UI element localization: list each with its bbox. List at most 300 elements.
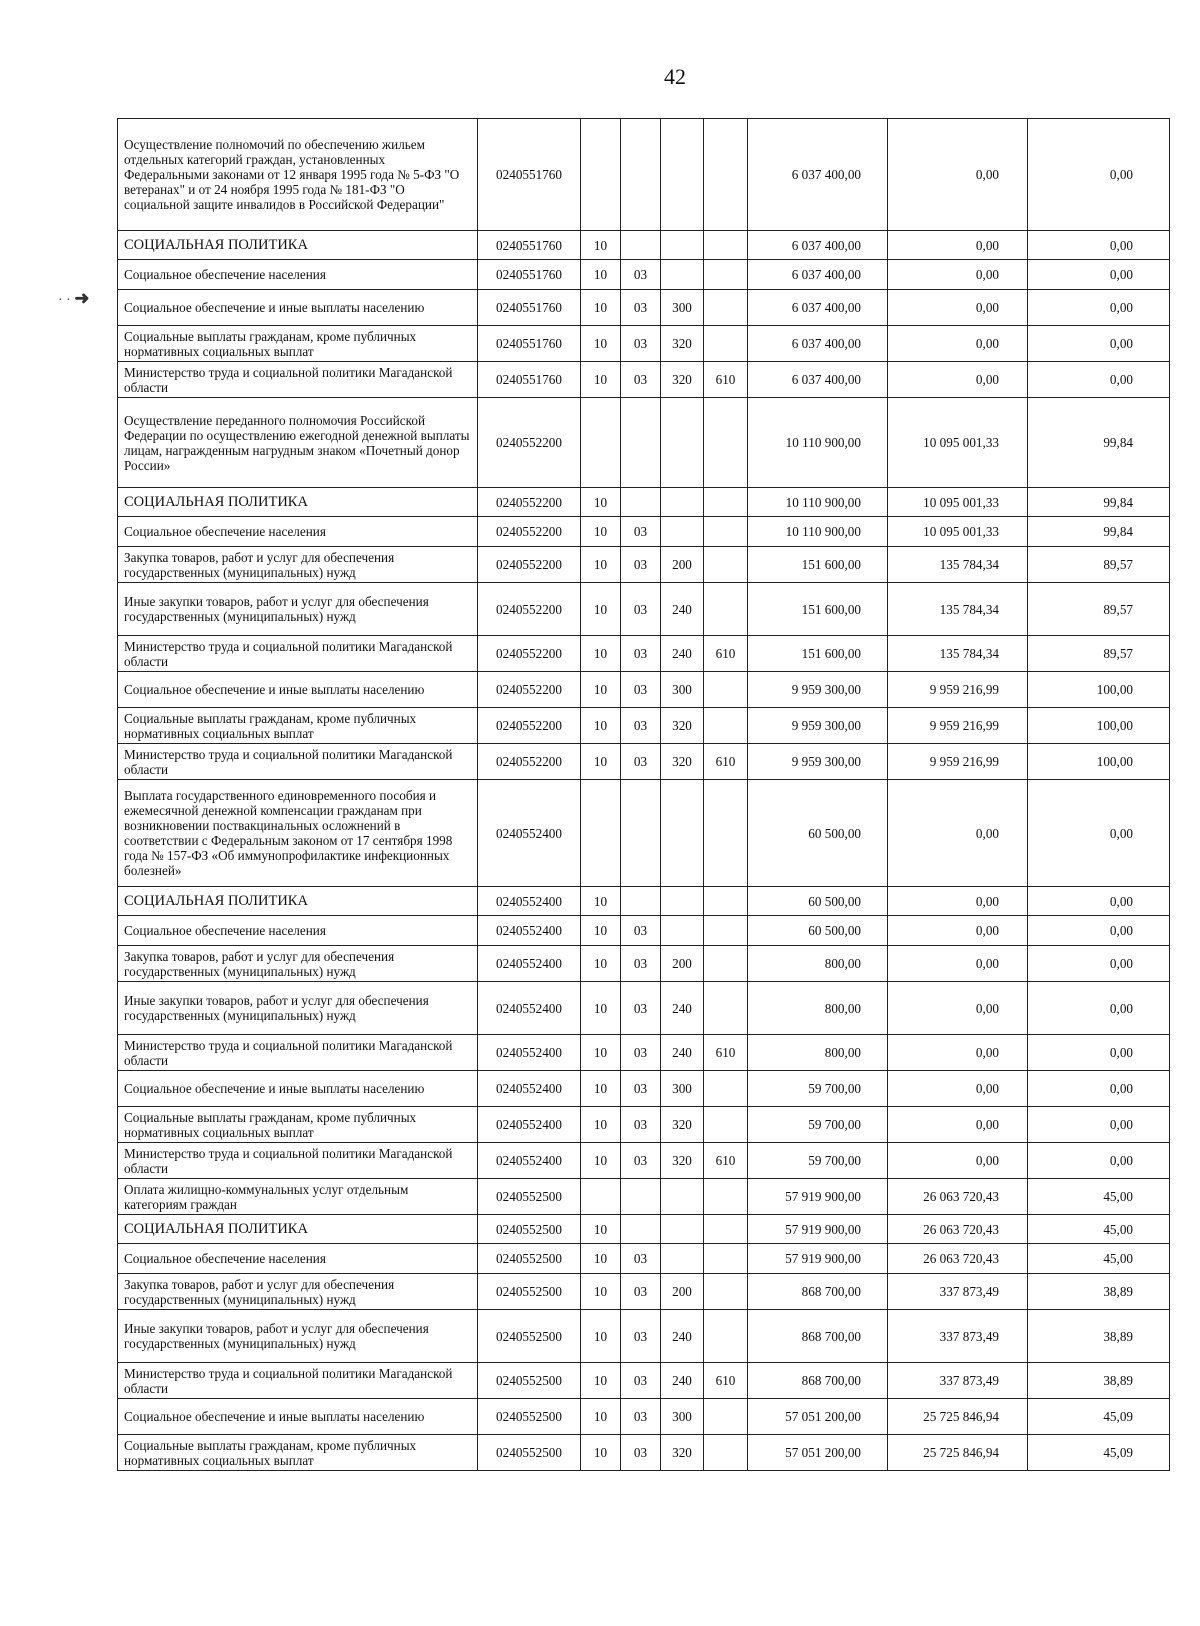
row-execution-percent: 0,00: [1028, 119, 1170, 231]
table-row: [118, 488, 1170, 517]
row-expense-type: [661, 398, 704, 488]
row-execution-percent: 0,00: [1028, 290, 1170, 326]
row-name: Закупка товаров, работ и услуг для обеспечения государственных (муниципальных) нужд: [118, 946, 478, 982]
row-administrator-code: [704, 916, 748, 946]
row-planned-amount: 59 700,00: [748, 1143, 888, 1179]
row-actual-amount: 0,00: [888, 916, 1028, 946]
row-name: Социальное обеспечение населения: [118, 260, 478, 290]
row-execution-percent: 45,00: [1028, 1244, 1170, 1274]
row-actual-amount: 25 725 846,94: [888, 1435, 1028, 1471]
row-planned-amount: 6 037 400,00: [748, 290, 888, 326]
row-expense-type: 320: [661, 362, 704, 398]
row-planned-amount: 800,00: [748, 1035, 888, 1071]
table-row: [118, 119, 1170, 231]
row-target-code: 0240552200: [478, 547, 581, 583]
row-target-code: 0240552400: [478, 982, 581, 1035]
row-section-code: [581, 119, 621, 231]
row-administrator-code: 610: [704, 1035, 748, 1071]
row-subsection-code: 03: [621, 547, 661, 583]
row-planned-amount: 59 700,00: [748, 1071, 888, 1107]
table-row: [118, 982, 1170, 1035]
row-execution-percent: 45,09: [1028, 1399, 1170, 1435]
row-name: Социальное обеспечение населения: [118, 517, 478, 547]
row-expense-type: 240: [661, 1363, 704, 1399]
row-administrator-code: [704, 231, 748, 260]
row-target-code: 0240552400: [478, 780, 581, 887]
row-name: СОЦИАЛЬНАЯ ПОЛИТИКА: [118, 231, 478, 260]
row-execution-percent: 38,89: [1028, 1310, 1170, 1363]
row-administrator-code: [704, 326, 748, 362]
row-section-code: 10: [581, 260, 621, 290]
row-subsection-code: 03: [621, 744, 661, 780]
row-section-code: 10: [581, 326, 621, 362]
row-name: Социальные выплаты гражданам, кроме публичных нормативных социальных выплат: [118, 326, 478, 362]
row-target-code: 0240552400: [478, 1035, 581, 1071]
row-expense-type: [661, 1179, 704, 1215]
table-row: [118, 946, 1170, 982]
table-row: [118, 583, 1170, 636]
row-subsection-code: [621, 398, 661, 488]
row-actual-amount: 0,00: [888, 946, 1028, 982]
row-administrator-code: [704, 1274, 748, 1310]
row-planned-amount: 6 037 400,00: [748, 260, 888, 290]
row-target-code: 0240551760: [478, 231, 581, 260]
row-expense-type: 320: [661, 1435, 704, 1471]
row-execution-percent: 0,00: [1028, 1035, 1170, 1071]
row-section-code: 10: [581, 887, 621, 916]
row-actual-amount: 26 063 720,43: [888, 1215, 1028, 1244]
row-target-code: 0240552500: [478, 1274, 581, 1310]
row-actual-amount: 0,00: [888, 1107, 1028, 1143]
row-planned-amount: 57 919 900,00: [748, 1244, 888, 1274]
row-target-code: 0240552200: [478, 488, 581, 517]
row-planned-amount: 868 700,00: [748, 1363, 888, 1399]
row-execution-percent: 38,89: [1028, 1363, 1170, 1399]
row-planned-amount: 151 600,00: [748, 583, 888, 636]
row-name: Оплата жилищно-коммунальных услуг отдельным категориям граждан: [118, 1179, 478, 1215]
table-row: [118, 517, 1170, 547]
row-actual-amount: 0,00: [888, 1071, 1028, 1107]
row-subsection-code: [621, 1215, 661, 1244]
row-name: Закупка товаров, работ и услуг для обеспечения государственных (муниципальных) нужд: [118, 547, 478, 583]
row-actual-amount: 25 725 846,94: [888, 1399, 1028, 1435]
table-row: [118, 260, 1170, 290]
row-subsection-code: 03: [621, 1071, 661, 1107]
row-subsection-code: 03: [621, 260, 661, 290]
table-row: [118, 1215, 1170, 1244]
row-execution-percent: 0,00: [1028, 1143, 1170, 1179]
row-target-code: 0240552500: [478, 1310, 581, 1363]
budget-execution-table: [117, 118, 1170, 1471]
row-expense-type: 320: [661, 744, 704, 780]
row-actual-amount: 0,00: [888, 982, 1028, 1035]
row-administrator-code: [704, 1435, 748, 1471]
row-section-code: 10: [581, 1035, 621, 1071]
row-section-code: 10: [581, 362, 621, 398]
row-subsection-code: [621, 1179, 661, 1215]
row-section-code: 10: [581, 1435, 621, 1471]
row-execution-percent: 45,09: [1028, 1435, 1170, 1471]
row-execution-percent: 0,00: [1028, 887, 1170, 916]
row-execution-percent: 100,00: [1028, 744, 1170, 780]
row-section-code: 10: [581, 1399, 621, 1435]
row-name: Выплата государственного единовременного пособия и ежемесячной денежной компенсации гражданам при возникновении поствакцинальных осложнений в соответствии с Федеральным законом от 17 сентября 1998 года № 157-ФЗ «Об иммунопрофилактике инфекционных болезней»: [118, 780, 478, 887]
row-section-code: [581, 780, 621, 887]
row-execution-percent: 89,57: [1028, 547, 1170, 583]
row-execution-percent: 0,00: [1028, 326, 1170, 362]
row-name: Социальное обеспечение и иные выплаты населению: [118, 1399, 478, 1435]
row-planned-amount: 57 051 200,00: [748, 1435, 888, 1471]
row-subsection-code: 03: [621, 1274, 661, 1310]
row-expense-type: 240: [661, 1310, 704, 1363]
row-execution-percent: 99,84: [1028, 398, 1170, 488]
table-row: [118, 1274, 1170, 1310]
row-administrator-code: 610: [704, 744, 748, 780]
row-name: Министерство труда и социальной политики Магаданской области: [118, 744, 478, 780]
row-planned-amount: 60 500,00: [748, 916, 888, 946]
row-planned-amount: 9 959 300,00: [748, 672, 888, 708]
row-name: Социальное обеспечение и иные выплаты населению: [118, 1071, 478, 1107]
row-execution-percent: 0,00: [1028, 362, 1170, 398]
row-actual-amount: 0,00: [888, 290, 1028, 326]
row-administrator-code: [704, 1179, 748, 1215]
row-planned-amount: 868 700,00: [748, 1310, 888, 1363]
table-row: [118, 1035, 1170, 1071]
row-expense-type: 320: [661, 1107, 704, 1143]
row-administrator-code: [704, 1107, 748, 1143]
row-subsection-code: 03: [621, 1107, 661, 1143]
row-section-code: 10: [581, 708, 621, 744]
row-section-code: 10: [581, 1143, 621, 1179]
row-actual-amount: 0,00: [888, 887, 1028, 916]
table-row: [118, 1310, 1170, 1363]
row-name: Министерство труда и социальной политики Магаданской области: [118, 362, 478, 398]
row-expense-type: 240: [661, 982, 704, 1035]
row-subsection-code: [621, 780, 661, 887]
row-expense-type: [661, 1215, 704, 1244]
row-actual-amount: 26 063 720,43: [888, 1244, 1028, 1274]
row-expense-type: [661, 780, 704, 887]
table-row: [118, 636, 1170, 672]
row-execution-percent: 99,84: [1028, 517, 1170, 547]
row-target-code: 0240552500: [478, 1363, 581, 1399]
row-section-code: 10: [581, 231, 621, 260]
row-execution-percent: 0,00: [1028, 946, 1170, 982]
row-planned-amount: 800,00: [748, 946, 888, 982]
row-execution-percent: 89,57: [1028, 583, 1170, 636]
table-row: [118, 1399, 1170, 1435]
row-administrator-code: [704, 1310, 748, 1363]
row-subsection-code: 03: [621, 362, 661, 398]
row-execution-percent: 0,00: [1028, 982, 1170, 1035]
margin-dots: · ·: [58, 293, 71, 308]
row-administrator-code: [704, 887, 748, 916]
row-section-code: 10: [581, 636, 621, 672]
row-name: Министерство труда и социальной политики Магаданской области: [118, 1035, 478, 1071]
row-name: Социальные выплаты гражданам, кроме публичных нормативных социальных выплат: [118, 708, 478, 744]
row-administrator-code: [704, 672, 748, 708]
row-name: Социальные выплаты гражданам, кроме публичных нормативных социальных выплат: [118, 1435, 478, 1471]
row-target-code: 0240551760: [478, 362, 581, 398]
row-target-code: 0240552200: [478, 517, 581, 547]
row-administrator-code: [704, 1215, 748, 1244]
row-subsection-code: 03: [621, 916, 661, 946]
row-actual-amount: 337 873,49: [888, 1274, 1028, 1310]
row-planned-amount: 10 110 900,00: [748, 488, 888, 517]
row-name: Иные закупки товаров, работ и услуг для обеспечения государственных (муниципальных) нужд: [118, 1310, 478, 1363]
row-execution-percent: 89,57: [1028, 636, 1170, 672]
row-execution-percent: 0,00: [1028, 916, 1170, 946]
row-actual-amount: 0,00: [888, 1143, 1028, 1179]
row-execution-percent: 100,00: [1028, 708, 1170, 744]
row-section-code: 10: [581, 1244, 621, 1274]
table-row: [118, 362, 1170, 398]
row-administrator-code: 610: [704, 1143, 748, 1179]
row-section-code: [581, 1179, 621, 1215]
row-expense-type: [661, 1244, 704, 1274]
row-actual-amount: 0,00: [888, 780, 1028, 887]
row-subsection-code: 03: [621, 946, 661, 982]
row-subsection-code: 03: [621, 326, 661, 362]
row-target-code: 0240552500: [478, 1435, 581, 1471]
row-planned-amount: 57 051 200,00: [748, 1399, 888, 1435]
page-number: 42: [664, 64, 686, 89]
row-expense-type: 240: [661, 636, 704, 672]
table-row: [118, 398, 1170, 488]
row-execution-percent: 0,00: [1028, 1107, 1170, 1143]
row-target-code: 0240551760: [478, 260, 581, 290]
row-administrator-code: [704, 982, 748, 1035]
row-section-code: 10: [581, 1071, 621, 1107]
row-administrator-code: 610: [704, 1363, 748, 1399]
row-target-code: 0240552500: [478, 1244, 581, 1274]
row-section-code: 10: [581, 916, 621, 946]
row-name: СОЦИАЛЬНАЯ ПОЛИТИКА: [118, 1215, 478, 1244]
row-name: Осуществление переданного полномочия Российской Федерации по осуществлению ежегодной денежной выплаты лицам, награжденным нагрудным знаком «Почетный донор России»: [118, 398, 478, 488]
row-actual-amount: 10 095 001,33: [888, 517, 1028, 547]
row-section-code: 10: [581, 1215, 621, 1244]
row-expense-type: [661, 119, 704, 231]
row-actual-amount: 135 784,34: [888, 547, 1028, 583]
row-subsection-code: [621, 231, 661, 260]
row-name: Министерство труда и социальной политики Магаданской области: [118, 636, 478, 672]
row-name: СОЦИАЛЬНАЯ ПОЛИТИКА: [118, 488, 478, 517]
row-planned-amount: 60 500,00: [748, 780, 888, 887]
row-name: Социальное обеспечение населения: [118, 1244, 478, 1274]
row-expense-type: [661, 887, 704, 916]
row-subsection-code: 03: [621, 1435, 661, 1471]
row-section-code: 10: [581, 946, 621, 982]
row-execution-percent: 45,00: [1028, 1215, 1170, 1244]
row-subsection-code: 03: [621, 1399, 661, 1435]
row-target-code: 0240552400: [478, 946, 581, 982]
row-actual-amount: 9 959 216,99: [888, 744, 1028, 780]
row-planned-amount: 800,00: [748, 982, 888, 1035]
row-expense-type: [661, 488, 704, 517]
row-name: Иные закупки товаров, работ и услуг для обеспечения государственных (муниципальных) нужд: [118, 982, 478, 1035]
table-row: [118, 1179, 1170, 1215]
table-row: [118, 672, 1170, 708]
row-expense-type: [661, 916, 704, 946]
row-subsection-code: 03: [621, 672, 661, 708]
row-target-code: 0240552200: [478, 672, 581, 708]
row-section-code: 10: [581, 488, 621, 517]
row-subsection-code: [621, 887, 661, 916]
row-administrator-code: [704, 290, 748, 326]
row-administrator-code: [704, 583, 748, 636]
row-actual-amount: 337 873,49: [888, 1310, 1028, 1363]
row-subsection-code: 03: [621, 1244, 661, 1274]
row-expense-type: [661, 517, 704, 547]
row-administrator-code: [704, 488, 748, 517]
row-planned-amount: 10 110 900,00: [748, 517, 888, 547]
row-expense-type: 320: [661, 1143, 704, 1179]
table-row: [118, 231, 1170, 260]
table-row: [118, 1107, 1170, 1143]
row-actual-amount: 0,00: [888, 326, 1028, 362]
row-target-code: 0240551760: [478, 326, 581, 362]
row-target-code: 0240552500: [478, 1399, 581, 1435]
row-planned-amount: 6 037 400,00: [748, 119, 888, 231]
row-execution-percent: 0,00: [1028, 1071, 1170, 1107]
row-target-code: 0240551760: [478, 119, 581, 231]
row-actual-amount: 9 959 216,99: [888, 672, 1028, 708]
row-name: Министерство труда и социальной политики Магаданской области: [118, 1363, 478, 1399]
row-planned-amount: 60 500,00: [748, 887, 888, 916]
row-administrator-code: [704, 260, 748, 290]
row-expense-type: 320: [661, 326, 704, 362]
row-planned-amount: 10 110 900,00: [748, 398, 888, 488]
row-subsection-code: [621, 488, 661, 517]
row-planned-amount: 6 037 400,00: [748, 362, 888, 398]
row-administrator-code: [704, 780, 748, 887]
row-target-code: 0240552200: [478, 636, 581, 672]
row-actual-amount: 0,00: [888, 1035, 1028, 1071]
row-name: Социальное обеспечение и иные выплаты населению: [118, 290, 478, 326]
row-administrator-code: [704, 547, 748, 583]
row-planned-amount: 59 700,00: [748, 1107, 888, 1143]
table-row: [118, 1435, 1170, 1471]
row-subsection-code: 03: [621, 290, 661, 326]
row-actual-amount: 0,00: [888, 119, 1028, 231]
row-name: Министерство труда и социальной политики Магаданской области: [118, 1143, 478, 1179]
row-section-code: 10: [581, 1310, 621, 1363]
row-name: Социальное обеспечение и иные выплаты населению: [118, 672, 478, 708]
table-row: [118, 887, 1170, 916]
row-expense-type: 200: [661, 1274, 704, 1310]
row-name: Иные закупки товаров, работ и услуг для обеспечения государственных (муниципальных) нужд: [118, 583, 478, 636]
row-execution-percent: 99,84: [1028, 488, 1170, 517]
row-expense-type: 300: [661, 1399, 704, 1435]
row-administrator-code: [704, 119, 748, 231]
row-target-code: 0240552400: [478, 1071, 581, 1107]
row-target-code: 0240552400: [478, 1107, 581, 1143]
row-planned-amount: 6 037 400,00: [748, 231, 888, 260]
row-section-code: 10: [581, 1363, 621, 1399]
row-administrator-code: [704, 517, 748, 547]
table-row: [118, 708, 1170, 744]
row-section-code: 10: [581, 1107, 621, 1143]
row-administrator-code: 610: [704, 362, 748, 398]
table-row: [118, 1071, 1170, 1107]
row-target-code: 0240552400: [478, 916, 581, 946]
row-subsection-code: 03: [621, 583, 661, 636]
row-expense-type: 200: [661, 547, 704, 583]
arrow-icon: ➜: [74, 288, 90, 308]
row-expense-type: 200: [661, 946, 704, 982]
table-row: [118, 1363, 1170, 1399]
row-section-code: 10: [581, 982, 621, 1035]
row-section-code: 10: [581, 583, 621, 636]
table-row: [118, 547, 1170, 583]
row-subsection-code: 03: [621, 1143, 661, 1179]
row-expense-type: 240: [661, 583, 704, 636]
row-actual-amount: 9 959 216,99: [888, 708, 1028, 744]
row-actual-amount: 0,00: [888, 260, 1028, 290]
row-section-code: 10: [581, 547, 621, 583]
row-actual-amount: 0,00: [888, 362, 1028, 398]
row-section-code: 10: [581, 1274, 621, 1310]
table-row: [118, 916, 1170, 946]
row-expense-type: 300: [661, 290, 704, 326]
table-row: [118, 1244, 1170, 1274]
row-section-code: 10: [581, 290, 621, 326]
row-planned-amount: 151 600,00: [748, 547, 888, 583]
row-planned-amount: 57 919 900,00: [748, 1179, 888, 1215]
row-actual-amount: 26 063 720,43: [888, 1179, 1028, 1215]
row-subsection-code: [621, 119, 661, 231]
table-row: [118, 744, 1170, 780]
row-planned-amount: 868 700,00: [748, 1274, 888, 1310]
row-expense-type: 320: [661, 708, 704, 744]
row-target-code: 0240552500: [478, 1179, 581, 1215]
row-administrator-code: [704, 1399, 748, 1435]
row-actual-amount: 10 095 001,33: [888, 398, 1028, 488]
margin-arrow-mark: [58, 288, 89, 309]
row-name: Закупка товаров, работ и услуг для обеспечения государственных (муниципальных) нужд: [118, 1274, 478, 1310]
row-expense-type: [661, 260, 704, 290]
row-subsection-code: 03: [621, 708, 661, 744]
row-subsection-code: 03: [621, 1363, 661, 1399]
row-administrator-code: [704, 1071, 748, 1107]
table-row: [118, 326, 1170, 362]
row-planned-amount: 151 600,00: [748, 636, 888, 672]
row-target-code: 0240552200: [478, 708, 581, 744]
row-execution-percent: 100,00: [1028, 672, 1170, 708]
row-expense-type: 300: [661, 672, 704, 708]
row-name: Осуществление полномочий по обеспечению жильем отдельных категорий граждан, установленных Федеральными законами от 12 января 1995 года № 5-ФЗ "О ветеранах" и от 24 ноября 1995 года № 181-ФЗ "О социальной защите инвалидов в Российской Федерации": [118, 119, 478, 231]
row-administrator-code: [704, 1244, 748, 1274]
row-execution-percent: 0,00: [1028, 260, 1170, 290]
row-expense-type: 240: [661, 1035, 704, 1071]
row-actual-amount: 135 784,34: [888, 583, 1028, 636]
row-target-code: 0240552200: [478, 744, 581, 780]
row-subsection-code: 03: [621, 636, 661, 672]
row-execution-percent: 45,00: [1028, 1179, 1170, 1215]
row-target-code: 0240552400: [478, 887, 581, 916]
row-actual-amount: 337 873,49: [888, 1363, 1028, 1399]
row-section-code: [581, 398, 621, 488]
row-target-code: 0240552400: [478, 1143, 581, 1179]
row-subsection-code: 03: [621, 982, 661, 1035]
row-target-code: 0240552200: [478, 583, 581, 636]
table-row: [118, 290, 1170, 326]
row-actual-amount: 0,00: [888, 231, 1028, 260]
row-name: СОЦИАЛЬНАЯ ПОЛИТИКА: [118, 887, 478, 916]
row-section-code: 10: [581, 744, 621, 780]
row-expense-type: 300: [661, 1071, 704, 1107]
row-target-code: 0240552500: [478, 1215, 581, 1244]
